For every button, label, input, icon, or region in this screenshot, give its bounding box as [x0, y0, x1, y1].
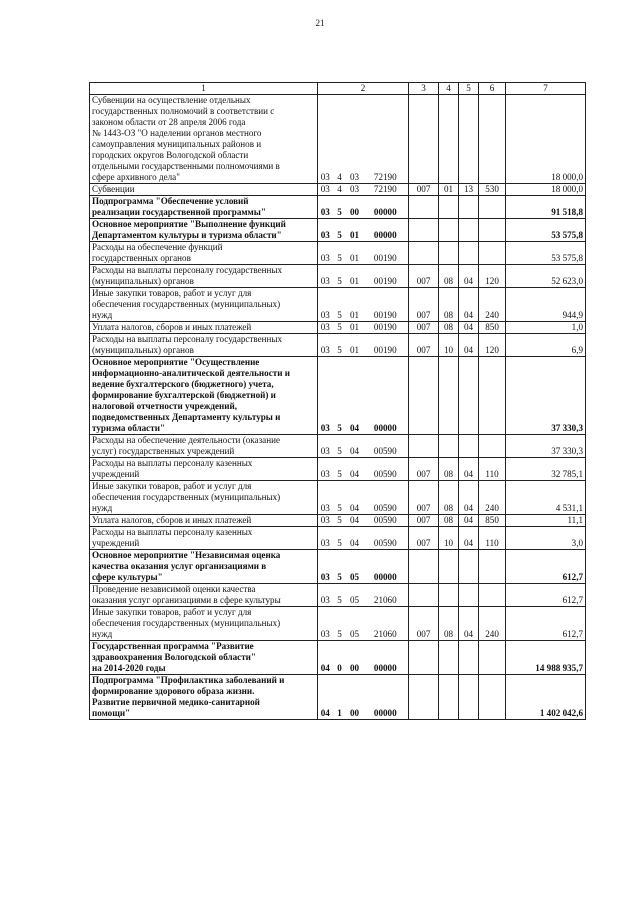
- description-line: на 2014-2020 годы: [92, 663, 166, 673]
- code-subprogram: 01: [347, 322, 363, 334]
- code-direction: 00190: [363, 265, 409, 288]
- section-code: 01: [439, 184, 459, 196]
- description-line: Уплата налогов, сборов и иных платежей: [92, 515, 252, 525]
- code-subprogram: 05: [347, 584, 363, 607]
- section-code: [439, 435, 459, 458]
- description-line: № 1443-ОЗ "О наделении органов местного: [92, 128, 262, 138]
- description-line: Государственная программа "Развитие: [92, 641, 254, 651]
- code-subprogram: 03: [347, 184, 363, 196]
- code-section: 03: [318, 265, 333, 288]
- description-line: формирование бухгалтерской (бюджетной) и: [92, 390, 276, 400]
- code-direction: 21060: [363, 584, 409, 607]
- subsection-code: [459, 435, 479, 458]
- code-direction: 72190: [363, 184, 409, 196]
- code-subprogram: 04: [347, 357, 363, 435]
- section-code: [439, 550, 459, 584]
- code-program-digit: 5: [333, 458, 347, 481]
- description-line: обеспечения государственных (муниципальных): [92, 618, 281, 628]
- amount: 6,9: [506, 334, 586, 357]
- amount: 52 623,0: [506, 265, 586, 288]
- description-line: обеспечения государственных (муниципальных): [92, 299, 281, 309]
- row-description: [90, 242, 318, 265]
- subsection-code: [459, 219, 479, 242]
- code-direction: 00000: [363, 641, 409, 675]
- subsection-code: [459, 196, 479, 219]
- code-direction: 21060: [363, 607, 409, 641]
- description-line: Расходы на выплаты персоналу казенных: [92, 527, 253, 537]
- code-section: 03: [318, 527, 333, 550]
- expense-type-code: [479, 95, 506, 184]
- code-subprogram: 03: [347, 95, 363, 184]
- expense-type-code: [479, 357, 506, 435]
- description-line: оказания услуг организациями в сфере культуры: [92, 595, 281, 605]
- section-code: [439, 219, 459, 242]
- code-subprogram: 04: [347, 481, 363, 515]
- amount: 37 330,3: [506, 435, 586, 458]
- code-program-digit: 5: [333, 357, 347, 435]
- code-section: 03: [318, 357, 333, 435]
- amount: 91 518,8: [506, 196, 586, 219]
- table-row: [90, 641, 586, 675]
- header-cell-3: 3: [409, 83, 439, 95]
- code-section: 03: [318, 584, 333, 607]
- code-program-digit: 5: [333, 435, 347, 458]
- ministry-code: 007: [409, 184, 439, 196]
- description-line: (муниципальных) органов: [92, 345, 194, 355]
- expense-type-code: 110: [479, 527, 506, 550]
- amount: 37 330,3: [506, 357, 586, 435]
- row-description: [90, 334, 318, 357]
- description-line: городских округов Вологодской области: [92, 150, 249, 160]
- description-line: отдельными государственными полномочиями в: [92, 161, 280, 171]
- code-subprogram: 00: [347, 675, 363, 720]
- code-section: 03: [318, 219, 333, 242]
- amount: 3,0: [506, 527, 586, 550]
- amount: 32 785,1: [506, 458, 586, 481]
- section-code: [439, 242, 459, 265]
- code-subprogram: 04: [347, 515, 363, 527]
- code-subprogram: 04: [347, 435, 363, 458]
- code-subprogram: 04: [347, 458, 363, 481]
- description-line: Субвенции: [92, 184, 135, 194]
- code-program-digit: 4: [333, 184, 347, 196]
- subsection-code: [459, 550, 479, 584]
- table-row: [90, 458, 586, 481]
- code-section: 03: [318, 184, 333, 196]
- subsection-code: [459, 584, 479, 607]
- description-line: Иные закупки товаров, работ и услуг для: [92, 607, 252, 617]
- row-description: [90, 288, 318, 322]
- description-line: Иные закупки товаров, работ и услуг для: [92, 481, 252, 491]
- description-line: Основное мероприятие "Выполнение функций: [92, 219, 286, 229]
- ministry-code: [409, 675, 439, 720]
- description-line: (муниципальных) органов: [92, 276, 194, 286]
- section-code: 08: [439, 515, 459, 527]
- row-description: [90, 322, 318, 334]
- subsection-code: 04: [459, 515, 479, 527]
- table-row: [90, 265, 586, 288]
- expense-type-code: 240: [479, 481, 506, 515]
- row-description: [90, 95, 318, 184]
- code-program-digit: 4: [333, 95, 347, 184]
- description-line: обеспечения государственных (муниципальных): [92, 492, 281, 502]
- code-section: 03: [318, 95, 333, 184]
- section-code: 10: [439, 527, 459, 550]
- row-description: [90, 607, 318, 641]
- ministry-code: 007: [409, 334, 439, 357]
- description-line: Расходы на выплаты персоналу казенных: [92, 458, 253, 468]
- section-code: [439, 95, 459, 184]
- code-subprogram: 01: [347, 219, 363, 242]
- code-direction: 00190: [363, 242, 409, 265]
- description-line: информационно-аналитической деятельности и: [92, 368, 290, 378]
- code-program-digit: 5: [333, 334, 347, 357]
- ministry-code: [409, 242, 439, 265]
- code-program-digit: 5: [333, 219, 347, 242]
- description-line: нужд: [92, 629, 113, 639]
- description-line: Подпрограмма "Обеспечение условий: [92, 196, 249, 206]
- description-line: самоуправления муниципальных районов и: [92, 139, 262, 149]
- code-program-digit: 0: [333, 641, 347, 675]
- table-row: [90, 607, 586, 641]
- code-subprogram: 01: [347, 334, 363, 357]
- row-description: [90, 184, 318, 196]
- ministry-code: [409, 584, 439, 607]
- description-line: нужд: [92, 503, 113, 513]
- code-direction: 00590: [363, 527, 409, 550]
- ministry-code: 007: [409, 515, 439, 527]
- code-section: 03: [318, 334, 333, 357]
- description-line: законом области от 28 апреля 2006 года: [92, 117, 246, 127]
- row-description: [90, 527, 318, 550]
- description-line: государственных органов: [92, 253, 191, 263]
- ministry-code: 007: [409, 481, 439, 515]
- amount: 1,0: [506, 322, 586, 334]
- header-cell-6: 6: [479, 83, 506, 95]
- description-line: качества оказания услуг организациями в: [92, 561, 267, 571]
- code-section: 03: [318, 322, 333, 334]
- table-row: [90, 95, 586, 184]
- description-line: учреждений: [92, 538, 140, 548]
- ministry-code: [409, 435, 439, 458]
- description-line: Расходы на обеспечение функций: [92, 242, 223, 252]
- ministry-code: [409, 95, 439, 184]
- code-subprogram: 05: [347, 607, 363, 641]
- row-description: [90, 357, 318, 435]
- subsection-code: 04: [459, 265, 479, 288]
- code-program-digit: 5: [333, 550, 347, 584]
- code-subprogram: 01: [347, 288, 363, 322]
- row-description: [90, 219, 318, 242]
- description-line: Расходы на обеспечение деятельности (оказание: [92, 435, 280, 445]
- code-direction: 00000: [363, 357, 409, 435]
- section-code: 08: [439, 481, 459, 515]
- code-section: 03: [318, 242, 333, 265]
- header-cell-7: 7: [506, 83, 586, 95]
- description-line: Развитие первичной медико-санитарной: [92, 697, 260, 707]
- table-row: [90, 675, 586, 720]
- description-line: помощи": [92, 708, 131, 718]
- expense-type-code: [479, 219, 506, 242]
- description-line: услуг) государственных учреждений: [92, 446, 235, 456]
- section-code: [439, 641, 459, 675]
- header-cell-5: 5: [459, 83, 479, 95]
- description-line: Расходы на выплаты персоналу государственных: [92, 334, 283, 344]
- section-code: 08: [439, 607, 459, 641]
- expense-type-code: [479, 641, 506, 675]
- subsection-code: 04: [459, 607, 479, 641]
- code-section: 04: [318, 675, 333, 720]
- description-line: Уплата налогов, сборов и иных платежей: [92, 322, 252, 332]
- description-line: Основное мероприятие "Осуществление: [92, 357, 260, 367]
- ministry-code: [409, 196, 439, 219]
- subsection-code: 04: [459, 458, 479, 481]
- expense-type-code: 120: [479, 334, 506, 357]
- expense-type-code: 850: [479, 322, 506, 334]
- section-code: [439, 196, 459, 219]
- expense-type-code: 240: [479, 288, 506, 322]
- amount: 944,9: [506, 288, 586, 322]
- code-section: 03: [318, 196, 333, 219]
- subsection-code: [459, 242, 479, 265]
- amount: 18 000,0: [506, 95, 586, 184]
- subsection-code: 13: [459, 184, 479, 196]
- row-description: [90, 196, 318, 219]
- table-row: [90, 435, 586, 458]
- table-row: [90, 584, 586, 607]
- table-row: [90, 527, 586, 550]
- subsection-code: 04: [459, 481, 479, 515]
- ministry-code: 007: [409, 288, 439, 322]
- code-direction: 00590: [363, 481, 409, 515]
- description-line: формирование здорового образа жизни.: [92, 686, 255, 696]
- row-description: [90, 550, 318, 584]
- ministry-code: 007: [409, 527, 439, 550]
- subsection-code: 04: [459, 334, 479, 357]
- amount: 53 575,8: [506, 242, 586, 265]
- code-direction: 00000: [363, 675, 409, 720]
- description-line: нужд: [92, 310, 113, 320]
- code-program-digit: 5: [333, 322, 347, 334]
- ministry-code: 007: [409, 458, 439, 481]
- description-line: ведение бухгалтерского (бюджетного) учета,: [92, 379, 274, 389]
- row-description: [90, 675, 318, 720]
- table-row: [90, 322, 586, 334]
- table-row: [90, 219, 586, 242]
- code-section: 03: [318, 435, 333, 458]
- section-code: 08: [439, 458, 459, 481]
- amount: 53 575,8: [506, 219, 586, 242]
- ministry-code: [409, 641, 439, 675]
- row-description: [90, 481, 318, 515]
- code-direction: 00000: [363, 196, 409, 219]
- header-cell-1: 1: [90, 83, 318, 95]
- amount: 612,7: [506, 584, 586, 607]
- table-row: [90, 357, 586, 435]
- section-code: 08: [439, 322, 459, 334]
- code-program-digit: 5: [333, 242, 347, 265]
- code-subprogram: 01: [347, 242, 363, 265]
- row-description: [90, 435, 318, 458]
- subsection-code: [459, 95, 479, 184]
- ministry-code: 007: [409, 322, 439, 334]
- table-row: [90, 515, 586, 527]
- code-section: 03: [318, 515, 333, 527]
- section-code: [439, 357, 459, 435]
- expense-type-code: [479, 196, 506, 219]
- amount: 11,1: [506, 515, 586, 527]
- amount: 612,7: [506, 550, 586, 584]
- table-row: [90, 481, 586, 515]
- code-direction: 00590: [363, 458, 409, 481]
- code-program-digit: 5: [333, 607, 347, 641]
- subsection-code: [459, 641, 479, 675]
- expense-type-code: 850: [479, 515, 506, 527]
- subsection-code: [459, 357, 479, 435]
- description-line: сфере архивного дела": [92, 172, 180, 182]
- code-direction: 00000: [363, 219, 409, 242]
- ministry-code: 007: [409, 265, 439, 288]
- code-program-digit: 5: [333, 265, 347, 288]
- expense-type-code: [479, 242, 506, 265]
- section-code: [439, 584, 459, 607]
- row-description: [90, 515, 318, 527]
- table-row: [90, 184, 586, 196]
- description-line: подведомственных Департаменту культуры и: [92, 412, 281, 422]
- description-line: Проведение независимой оценки качества: [92, 584, 256, 594]
- amount: 612,7: [506, 607, 586, 641]
- expense-type-code: 120: [479, 265, 506, 288]
- table-header-row: [90, 83, 586, 95]
- code-section: 03: [318, 288, 333, 322]
- subsection-code: 04: [459, 288, 479, 322]
- amount: 1 402 042,6: [506, 675, 586, 720]
- code-program-digit: 1: [333, 675, 347, 720]
- expense-type-code: [479, 675, 506, 720]
- expense-type-code: [479, 550, 506, 584]
- ministry-code: [409, 357, 439, 435]
- code-subprogram: 01: [347, 265, 363, 288]
- description-line: налоговой отчетности учреждений,: [92, 401, 237, 411]
- amount: 18 000,0: [506, 184, 586, 196]
- description-line: здравоохранения Вологодской области": [92, 652, 256, 662]
- code-direction: 00000: [363, 550, 409, 584]
- budget-table: [89, 82, 586, 720]
- code-direction: 00590: [363, 515, 409, 527]
- row-description: [90, 265, 318, 288]
- code-subprogram: 00: [347, 196, 363, 219]
- ministry-code: [409, 219, 439, 242]
- table-row: [90, 196, 586, 219]
- code-subprogram: 04: [347, 527, 363, 550]
- section-code: [439, 675, 459, 720]
- code-section: 03: [318, 607, 333, 641]
- amount: 4 531,1: [506, 481, 586, 515]
- row-description: [90, 641, 318, 675]
- code-program-digit: 5: [333, 527, 347, 550]
- code-subprogram: 00: [347, 641, 363, 675]
- row-description: [90, 458, 318, 481]
- header-cell-4: 4: [439, 83, 459, 95]
- code-direction: 00590: [363, 435, 409, 458]
- table-row: [90, 242, 586, 265]
- subsection-code: [459, 675, 479, 720]
- expense-type-code: 110: [479, 458, 506, 481]
- section-code: 08: [439, 288, 459, 322]
- code-program-digit: 5: [333, 288, 347, 322]
- code-direction: 72190: [363, 95, 409, 184]
- amount: 14 988 935,7: [506, 641, 586, 675]
- code-direction: 00190: [363, 288, 409, 322]
- description-line: Субвенции на осуществление отдельных: [92, 95, 251, 105]
- description-line: сфере культуры": [92, 572, 163, 582]
- code-subprogram: 05: [347, 550, 363, 584]
- code-direction: 00190: [363, 334, 409, 357]
- description-line: Департаментом культуры и туризма области": [92, 230, 282, 240]
- subsection-code: 04: [459, 527, 479, 550]
- section-code: 10: [439, 334, 459, 357]
- code-direction: 00190: [363, 322, 409, 334]
- description-line: туризма области": [92, 423, 165, 433]
- expense-type-code: 530: [479, 184, 506, 196]
- ministry-code: 007: [409, 607, 439, 641]
- table-row: [90, 334, 586, 357]
- table-row: [90, 288, 586, 322]
- expense-type-code: 240: [479, 607, 506, 641]
- description-line: реализации государственной программы": [92, 207, 266, 217]
- expense-type-code: [479, 435, 506, 458]
- description-line: учреждений: [92, 469, 140, 479]
- code-section: 03: [318, 550, 333, 584]
- header-cell-2: 2: [318, 83, 409, 95]
- table-row: [90, 550, 586, 584]
- expense-type-code: [479, 584, 506, 607]
- subsection-code: 04: [459, 322, 479, 334]
- description-line: Иные закупки товаров, работ и услуг для: [92, 288, 252, 298]
- row-description: [90, 584, 318, 607]
- description-line: Подпрограмма "Профилактика заболеваний и: [92, 675, 285, 685]
- section-code: 08: [439, 265, 459, 288]
- description-line: государственных полномочий в соответствии с: [92, 106, 275, 116]
- code-section: 03: [318, 481, 333, 515]
- description-line: Основное мероприятие "Независимая оценка: [92, 550, 281, 560]
- code-program-digit: 5: [333, 515, 347, 527]
- description-line: Расходы на выплаты персоналу государственных: [92, 265, 283, 275]
- ministry-code: [409, 550, 439, 584]
- code-program-digit: 5: [333, 196, 347, 219]
- code-program-digit: 5: [333, 584, 347, 607]
- page-number: 21: [315, 18, 325, 28]
- code-program-digit: 5: [333, 481, 347, 515]
- code-section: 03: [318, 458, 333, 481]
- code-section: 04: [318, 641, 333, 675]
